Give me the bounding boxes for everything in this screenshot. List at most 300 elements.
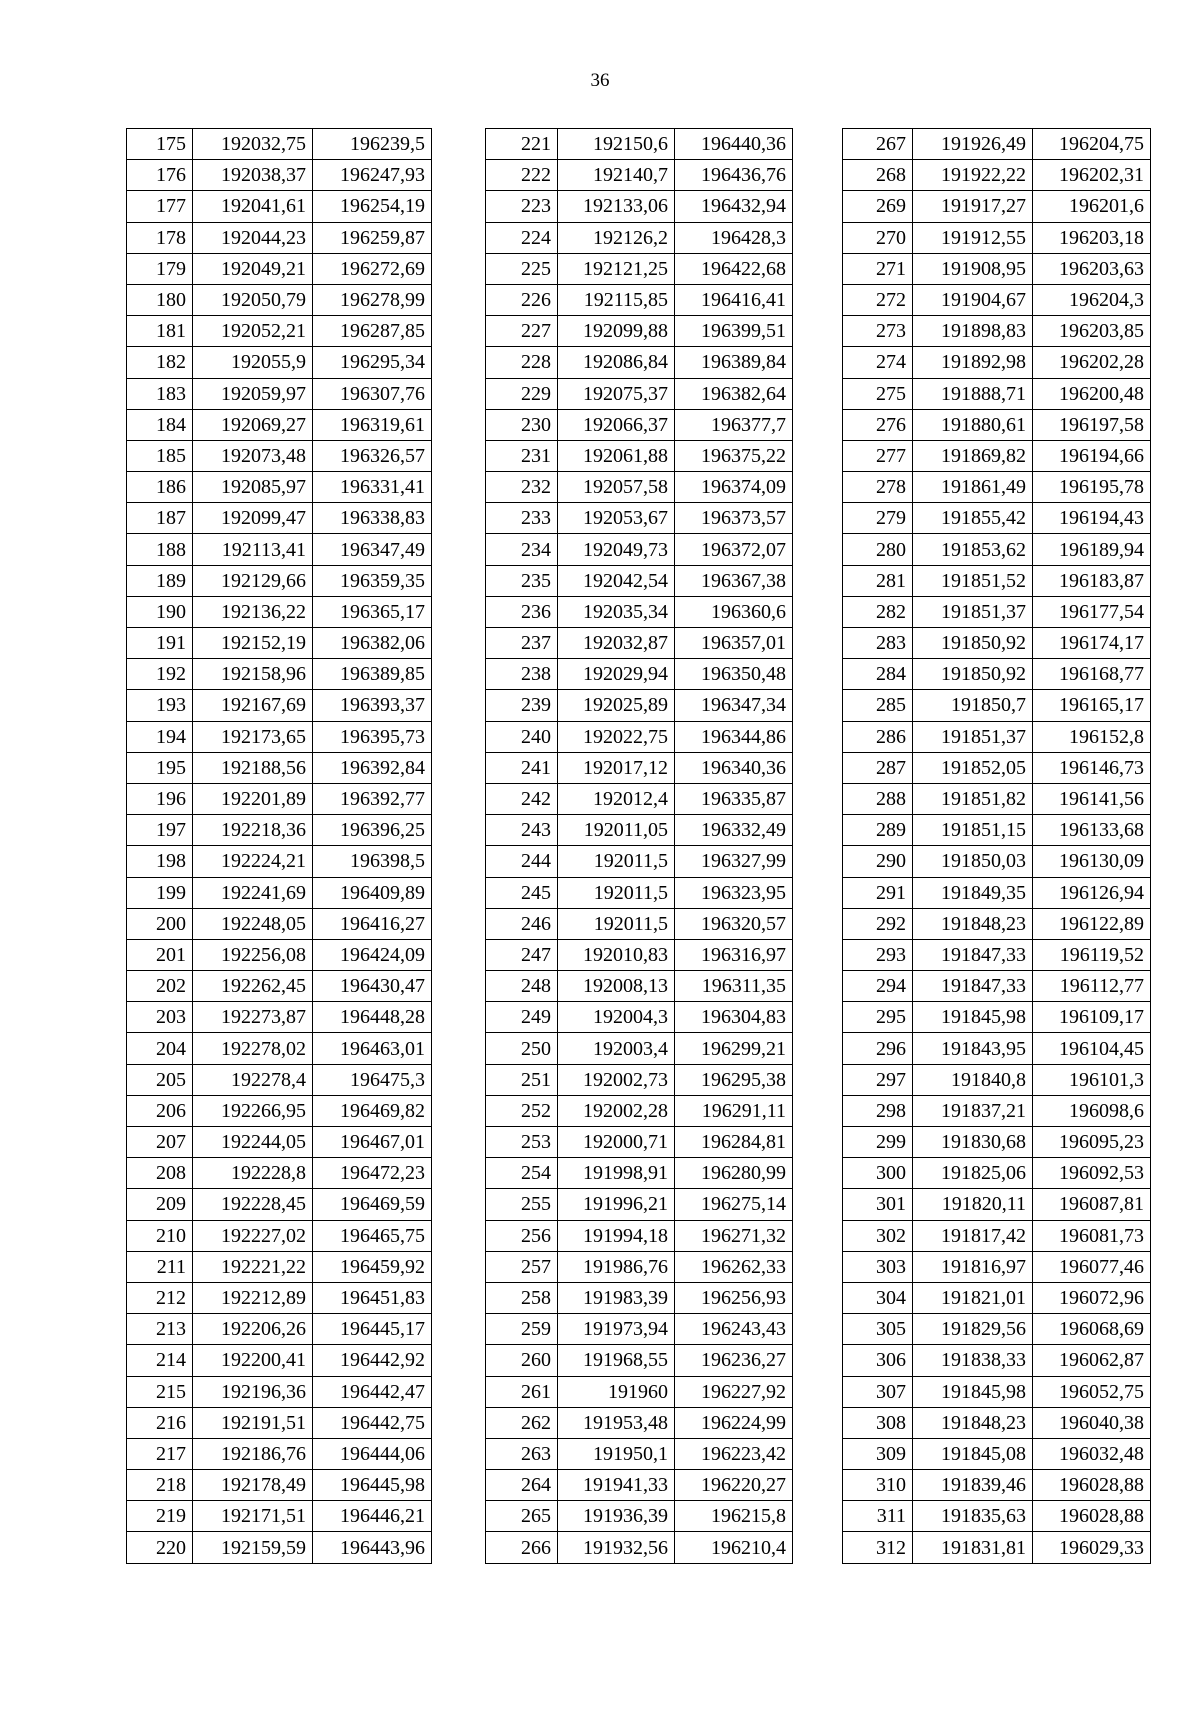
point-number-cell: 190 <box>127 596 193 627</box>
table-row <box>127 160 432 191</box>
x-coordinate-cell: 192113,41 <box>193 534 313 565</box>
y-coordinate-cell: 196177,54 <box>1033 596 1151 627</box>
point-number-cell: 177 <box>127 191 193 222</box>
x-coordinate-cell: 191908,95 <box>913 253 1033 284</box>
point-number-cell: 273 <box>843 316 913 347</box>
table-row <box>486 690 793 721</box>
point-number-cell: 247 <box>486 939 558 970</box>
y-coordinate-cell: 196220,27 <box>675 1470 793 1501</box>
x-coordinate-cell: 192228,8 <box>193 1158 313 1189</box>
y-coordinate-cell: 196278,99 <box>313 284 432 315</box>
y-coordinate-cell: 196201,6 <box>1033 191 1151 222</box>
point-number-cell: 201 <box>127 939 193 970</box>
point-number-cell: 285 <box>843 690 913 721</box>
table-row <box>843 1095 1151 1126</box>
x-coordinate-cell: 192126,2 <box>558 222 675 253</box>
x-coordinate-cell: 191917,27 <box>913 191 1033 222</box>
y-coordinate-cell: 196399,51 <box>675 316 793 347</box>
point-number-cell: 210 <box>127 1220 193 1251</box>
point-number-cell: 193 <box>127 690 193 721</box>
table-row <box>127 846 432 877</box>
point-number-cell: 297 <box>843 1064 913 1095</box>
table-row <box>843 409 1151 440</box>
y-coordinate-cell: 196340,36 <box>675 752 793 783</box>
point-number-cell: 224 <box>486 222 558 253</box>
x-coordinate-cell: 192133,06 <box>558 191 675 222</box>
table-row <box>486 1064 793 1095</box>
point-number-cell: 283 <box>843 628 913 659</box>
x-coordinate-cell: 192050,79 <box>193 284 313 315</box>
x-coordinate-cell: 192278,02 <box>193 1033 313 1064</box>
table-row <box>486 1532 793 1563</box>
table-row <box>486 565 793 596</box>
table-row <box>486 409 793 440</box>
y-coordinate-cell: 196382,64 <box>675 378 793 409</box>
point-number-cell: 259 <box>486 1314 558 1345</box>
x-coordinate-cell: 191851,82 <box>913 783 1033 814</box>
point-number-cell: 184 <box>127 409 193 440</box>
y-coordinate-cell: 196389,84 <box>675 347 793 378</box>
y-coordinate-cell: 196197,58 <box>1033 409 1151 440</box>
point-number-cell: 309 <box>843 1438 913 1469</box>
point-number-cell: 263 <box>486 1438 558 1469</box>
table-row <box>127 783 432 814</box>
x-coordinate-cell: 191960 <box>558 1376 675 1407</box>
x-coordinate-cell: 191835,63 <box>913 1501 1033 1532</box>
y-coordinate-cell: 196299,21 <box>675 1033 793 1064</box>
x-coordinate-cell: 192196,36 <box>193 1376 313 1407</box>
point-number-cell: 188 <box>127 534 193 565</box>
point-number-cell: 202 <box>127 971 193 1002</box>
y-coordinate-cell: 196189,94 <box>1033 534 1151 565</box>
x-coordinate-cell: 192152,19 <box>193 628 313 659</box>
y-coordinate-cell: 196275,14 <box>675 1189 793 1220</box>
y-coordinate-cell: 196227,92 <box>675 1376 793 1407</box>
point-number-cell: 186 <box>127 472 193 503</box>
y-coordinate-cell: 196040,38 <box>1033 1407 1151 1438</box>
table-row <box>127 1251 432 1282</box>
x-coordinate-cell: 191816,97 <box>913 1251 1033 1282</box>
y-coordinate-cell: 196469,59 <box>313 1189 432 1220</box>
x-coordinate-cell: 192059,97 <box>193 378 313 409</box>
x-coordinate-cell: 191941,33 <box>558 1470 675 1501</box>
x-coordinate-cell: 192228,45 <box>193 1189 313 1220</box>
x-coordinate-cell: 191852,05 <box>913 752 1033 783</box>
point-number-cell: 244 <box>486 846 558 877</box>
x-coordinate-cell: 192011,05 <box>558 815 675 846</box>
table-row <box>843 939 1151 970</box>
x-coordinate-cell: 191850,7 <box>913 690 1033 721</box>
x-coordinate-cell: 191851,37 <box>913 596 1033 627</box>
table-row <box>486 222 793 253</box>
table-row <box>486 316 793 347</box>
point-number-cell: 248 <box>486 971 558 1002</box>
table-row <box>127 1064 432 1095</box>
y-coordinate-cell: 196224,99 <box>675 1407 793 1438</box>
table-row <box>127 690 432 721</box>
point-number-cell: 237 <box>486 628 558 659</box>
y-coordinate-cell: 196141,56 <box>1033 783 1151 814</box>
y-coordinate-cell: 196395,73 <box>313 721 432 752</box>
x-coordinate-cell: 191912,55 <box>913 222 1033 253</box>
point-number-cell: 267 <box>843 129 913 160</box>
x-coordinate-cell: 192186,76 <box>193 1438 313 1469</box>
y-coordinate-cell: 196463,01 <box>313 1033 432 1064</box>
point-number-cell: 274 <box>843 347 913 378</box>
table-row <box>127 347 432 378</box>
x-coordinate-cell: 192266,95 <box>193 1095 313 1126</box>
table-row <box>127 1407 432 1438</box>
y-coordinate-cell: 196052,75 <box>1033 1376 1151 1407</box>
point-number-cell: 252 <box>486 1095 558 1126</box>
point-number-cell: 194 <box>127 721 193 752</box>
x-coordinate-cell: 192171,51 <box>193 1501 313 1532</box>
y-coordinate-cell: 196372,07 <box>675 534 793 565</box>
table-row <box>486 659 793 690</box>
table-row <box>127 129 432 160</box>
x-coordinate-cell: 192099,47 <box>193 503 313 534</box>
y-coordinate-cell: 196081,73 <box>1033 1220 1151 1251</box>
table-row <box>127 908 432 939</box>
point-number-cell: 288 <box>843 783 913 814</box>
table-row <box>486 783 793 814</box>
x-coordinate-cell: 192121,25 <box>558 253 675 284</box>
y-coordinate-cell: 196028,88 <box>1033 1501 1151 1532</box>
x-coordinate-cell: 192224,21 <box>193 846 313 877</box>
x-coordinate-cell: 191953,48 <box>558 1407 675 1438</box>
x-coordinate-cell: 192256,08 <box>193 939 313 970</box>
table-row <box>843 347 1151 378</box>
x-coordinate-cell: 191855,42 <box>913 503 1033 534</box>
y-coordinate-cell: 196377,7 <box>675 409 793 440</box>
y-coordinate-cell: 196204,75 <box>1033 129 1151 160</box>
y-coordinate-cell: 196174,17 <box>1033 628 1151 659</box>
table-row <box>486 1189 793 1220</box>
x-coordinate-cell: 192136,22 <box>193 596 313 627</box>
y-coordinate-cell: 196375,22 <box>675 440 793 471</box>
table-row <box>843 565 1151 596</box>
point-number-cell: 268 <box>843 160 913 191</box>
point-number-cell: 238 <box>486 659 558 690</box>
table-row <box>127 503 432 534</box>
x-coordinate-cell: 192049,73 <box>558 534 675 565</box>
point-number-cell: 192 <box>127 659 193 690</box>
x-coordinate-cell: 191839,46 <box>913 1470 1033 1501</box>
x-coordinate-cell: 192002,73 <box>558 1064 675 1095</box>
point-number-cell: 256 <box>486 1220 558 1251</box>
x-coordinate-cell: 191820,11 <box>913 1189 1033 1220</box>
y-coordinate-cell: 196280,99 <box>675 1158 793 1189</box>
x-coordinate-cell: 192188,56 <box>193 752 313 783</box>
x-coordinate-cell: 191837,21 <box>913 1095 1033 1126</box>
point-number-cell: 266 <box>486 1532 558 1563</box>
table-row <box>127 815 432 846</box>
point-number-cell: 206 <box>127 1095 193 1126</box>
x-coordinate-cell: 191825,06 <box>913 1158 1033 1189</box>
point-number-cell: 291 <box>843 877 913 908</box>
x-coordinate-cell: 191888,71 <box>913 378 1033 409</box>
table-row <box>843 222 1151 253</box>
y-coordinate-cell: 196440,36 <box>675 129 793 160</box>
point-number-cell: 243 <box>486 815 558 846</box>
x-coordinate-cell: 191892,98 <box>913 347 1033 378</box>
x-coordinate-cell: 192038,37 <box>193 160 313 191</box>
point-number-cell: 270 <box>843 222 913 253</box>
y-coordinate-cell: 196338,83 <box>313 503 432 534</box>
x-coordinate-cell: 192159,59 <box>193 1532 313 1563</box>
y-coordinate-cell: 196291,11 <box>675 1095 793 1126</box>
x-coordinate-cell: 192011,5 <box>558 877 675 908</box>
table-row <box>127 440 432 471</box>
table-row <box>486 1314 793 1345</box>
y-coordinate-cell: 196373,57 <box>675 503 793 534</box>
table-row <box>127 191 432 222</box>
y-coordinate-cell: 196459,92 <box>313 1251 432 1282</box>
y-coordinate-cell: 196327,99 <box>675 846 793 877</box>
x-coordinate-cell: 192167,69 <box>193 690 313 721</box>
x-coordinate-cell: 191853,62 <box>913 534 1033 565</box>
page-number: 36 <box>590 70 610 91</box>
y-coordinate-cell: 196316,97 <box>675 939 793 970</box>
x-coordinate-cell: 192012,4 <box>558 783 675 814</box>
y-coordinate-cell: 196203,63 <box>1033 253 1151 284</box>
x-coordinate-cell: 191848,23 <box>913 908 1033 939</box>
x-coordinate-cell: 192057,58 <box>558 472 675 503</box>
table-row <box>486 1438 793 1469</box>
point-number-cell: 245 <box>486 877 558 908</box>
x-coordinate-cell: 192052,21 <box>193 316 313 347</box>
x-coordinate-cell: 191851,52 <box>913 565 1033 596</box>
table-row <box>127 284 432 315</box>
x-coordinate-cell: 192055,9 <box>193 347 313 378</box>
point-number-cell: 255 <box>486 1189 558 1220</box>
y-coordinate-cell: 196335,87 <box>675 783 793 814</box>
point-number-cell: 265 <box>486 1501 558 1532</box>
x-coordinate-cell: 192273,87 <box>193 1002 313 1033</box>
y-coordinate-cell: 196424,09 <box>313 939 432 970</box>
y-coordinate-cell: 196098,6 <box>1033 1095 1151 1126</box>
x-coordinate-cell: 191845,98 <box>913 1376 1033 1407</box>
x-coordinate-cell: 192044,23 <box>193 222 313 253</box>
x-coordinate-cell: 191926,49 <box>913 129 1033 160</box>
point-number-cell: 258 <box>486 1282 558 1313</box>
y-coordinate-cell: 196272,69 <box>313 253 432 284</box>
x-coordinate-cell: 192035,34 <box>558 596 675 627</box>
point-number-cell: 189 <box>127 565 193 596</box>
table-row <box>486 472 793 503</box>
x-coordinate-cell: 192191,51 <box>193 1407 313 1438</box>
y-coordinate-cell: 196195,78 <box>1033 472 1151 503</box>
point-number-cell: 241 <box>486 752 558 783</box>
x-coordinate-cell: 192011,5 <box>558 908 675 939</box>
coordinates-table-2 <box>485 128 793 1564</box>
table-row <box>127 659 432 690</box>
table-row <box>486 1127 793 1158</box>
table-row <box>486 1002 793 1033</box>
point-number-cell: 230 <box>486 409 558 440</box>
point-number-cell: 221 <box>486 129 558 160</box>
point-number-cell: 293 <box>843 939 913 970</box>
y-coordinate-cell: 196215,8 <box>675 1501 793 1532</box>
x-coordinate-cell: 192041,61 <box>193 191 313 222</box>
table-row <box>843 1501 1151 1532</box>
y-coordinate-cell: 196183,87 <box>1033 565 1151 596</box>
y-coordinate-cell: 196332,49 <box>675 815 793 846</box>
x-coordinate-cell: 191986,76 <box>558 1251 675 1282</box>
table-row <box>843 1189 1151 1220</box>
table-row <box>127 316 432 347</box>
x-coordinate-cell: 191904,67 <box>913 284 1033 315</box>
point-number-cell: 286 <box>843 721 913 752</box>
y-coordinate-cell: 196204,3 <box>1033 284 1151 315</box>
y-coordinate-cell: 196287,85 <box>313 316 432 347</box>
x-coordinate-cell: 192008,13 <box>558 971 675 1002</box>
point-number-cell: 264 <box>486 1470 558 1501</box>
point-number-cell: 272 <box>843 284 913 315</box>
table-row <box>486 1376 793 1407</box>
point-number-cell: 299 <box>843 1127 913 1158</box>
y-coordinate-cell: 196428,3 <box>675 222 793 253</box>
y-coordinate-cell: 196436,76 <box>675 160 793 191</box>
table-row <box>486 1501 793 1532</box>
point-number-cell: 275 <box>843 378 913 409</box>
table-row <box>486 846 793 877</box>
point-number-cell: 292 <box>843 908 913 939</box>
table-row <box>843 440 1151 471</box>
x-coordinate-cell: 192022,75 <box>558 721 675 752</box>
point-number-cell: 303 <box>843 1251 913 1282</box>
point-number-cell: 257 <box>486 1251 558 1282</box>
x-coordinate-cell: 192061,88 <box>558 440 675 471</box>
y-coordinate-cell: 196432,94 <box>675 191 793 222</box>
point-number-cell: 229 <box>486 378 558 409</box>
table-row <box>486 752 793 783</box>
y-coordinate-cell: 196062,87 <box>1033 1345 1151 1376</box>
point-number-cell: 220 <box>127 1532 193 1563</box>
table-row <box>127 1158 432 1189</box>
x-coordinate-cell: 192017,12 <box>558 752 675 783</box>
point-number-cell: 276 <box>843 409 913 440</box>
table-row <box>486 284 793 315</box>
point-number-cell: 289 <box>843 815 913 846</box>
y-coordinate-cell: 196451,83 <box>313 1282 432 1313</box>
table-row <box>127 628 432 659</box>
y-coordinate-cell: 196256,93 <box>675 1282 793 1313</box>
y-coordinate-cell: 196095,23 <box>1033 1127 1151 1158</box>
point-number-cell: 312 <box>843 1532 913 1563</box>
table-row <box>486 1470 793 1501</box>
x-coordinate-cell: 191936,39 <box>558 1501 675 1532</box>
y-coordinate-cell: 196104,45 <box>1033 1033 1151 1064</box>
table-row <box>486 1251 793 1282</box>
point-number-cell: 300 <box>843 1158 913 1189</box>
x-coordinate-cell: 192221,22 <box>193 1251 313 1282</box>
table-row <box>486 253 793 284</box>
point-number-cell: 271 <box>843 253 913 284</box>
y-coordinate-cell: 196389,85 <box>313 659 432 690</box>
point-number-cell: 282 <box>843 596 913 627</box>
point-number-cell: 279 <box>843 503 913 534</box>
x-coordinate-cell: 192075,37 <box>558 378 675 409</box>
x-coordinate-cell: 192002,28 <box>558 1095 675 1126</box>
x-coordinate-cell: 192150,6 <box>558 129 675 160</box>
x-coordinate-cell: 191840,8 <box>913 1064 1033 1095</box>
y-coordinate-cell: 196112,77 <box>1033 971 1151 1002</box>
table-row <box>843 752 1151 783</box>
y-coordinate-cell: 196284,81 <box>675 1127 793 1158</box>
table-row <box>486 721 793 752</box>
y-coordinate-cell: 196465,75 <box>313 1220 432 1251</box>
table-row <box>486 596 793 627</box>
x-coordinate-cell: 192227,02 <box>193 1220 313 1251</box>
x-coordinate-cell: 192178,49 <box>193 1470 313 1501</box>
y-coordinate-cell: 196444,06 <box>313 1438 432 1469</box>
table-row <box>843 534 1151 565</box>
table-row <box>127 721 432 752</box>
x-coordinate-cell: 192085,97 <box>193 472 313 503</box>
x-coordinate-cell: 192278,4 <box>193 1064 313 1095</box>
point-number-cell: 235 <box>486 565 558 596</box>
point-number-cell: 302 <box>843 1220 913 1251</box>
point-number-cell: 211 <box>127 1251 193 1282</box>
x-coordinate-cell: 191850,92 <box>913 628 1033 659</box>
y-coordinate-cell: 196311,35 <box>675 971 793 1002</box>
point-number-cell: 296 <box>843 1033 913 1064</box>
point-number-cell: 250 <box>486 1033 558 1064</box>
point-number-cell: 205 <box>127 1064 193 1095</box>
x-coordinate-cell: 191843,95 <box>913 1033 1033 1064</box>
x-coordinate-cell: 192140,7 <box>558 160 675 191</box>
coordinates-table-3 <box>842 128 1151 1564</box>
y-coordinate-cell: 196200,48 <box>1033 378 1151 409</box>
x-coordinate-cell: 192248,05 <box>193 908 313 939</box>
point-number-cell: 185 <box>127 440 193 471</box>
point-number-cell: 204 <box>127 1033 193 1064</box>
table-row <box>843 1470 1151 1501</box>
table-row <box>843 191 1151 222</box>
x-coordinate-cell: 192066,37 <box>558 409 675 440</box>
point-number-cell: 240 <box>486 721 558 752</box>
table-row <box>843 971 1151 1002</box>
y-coordinate-cell: 196359,35 <box>313 565 432 596</box>
x-coordinate-cell: 191845,98 <box>913 1002 1033 1033</box>
x-coordinate-cell: 192003,4 <box>558 1033 675 1064</box>
y-coordinate-cell: 196365,17 <box>313 596 432 627</box>
table-row <box>843 503 1151 534</box>
table-row <box>486 1095 793 1126</box>
point-number-cell: 249 <box>486 1002 558 1033</box>
y-coordinate-cell: 196392,77 <box>313 783 432 814</box>
y-coordinate-cell: 196203,85 <box>1033 316 1151 347</box>
point-number-cell: 222 <box>486 160 558 191</box>
x-coordinate-cell: 192049,21 <box>193 253 313 284</box>
x-coordinate-cell: 191838,33 <box>913 1345 1033 1376</box>
point-number-cell: 208 <box>127 1158 193 1189</box>
table-row <box>843 1033 1151 1064</box>
x-coordinate-cell: 192053,67 <box>558 503 675 534</box>
point-number-cell: 305 <box>843 1314 913 1345</box>
table-row <box>127 534 432 565</box>
point-number-cell: 200 <box>127 908 193 939</box>
point-number-cell: 290 <box>843 846 913 877</box>
table-row <box>486 1158 793 1189</box>
y-coordinate-cell: 196443,96 <box>313 1532 432 1563</box>
table-row <box>843 378 1151 409</box>
x-coordinate-cell: 191850,03 <box>913 846 1033 877</box>
point-number-cell: 233 <box>486 503 558 534</box>
point-number-cell: 246 <box>486 908 558 939</box>
x-coordinate-cell: 192086,84 <box>558 347 675 378</box>
